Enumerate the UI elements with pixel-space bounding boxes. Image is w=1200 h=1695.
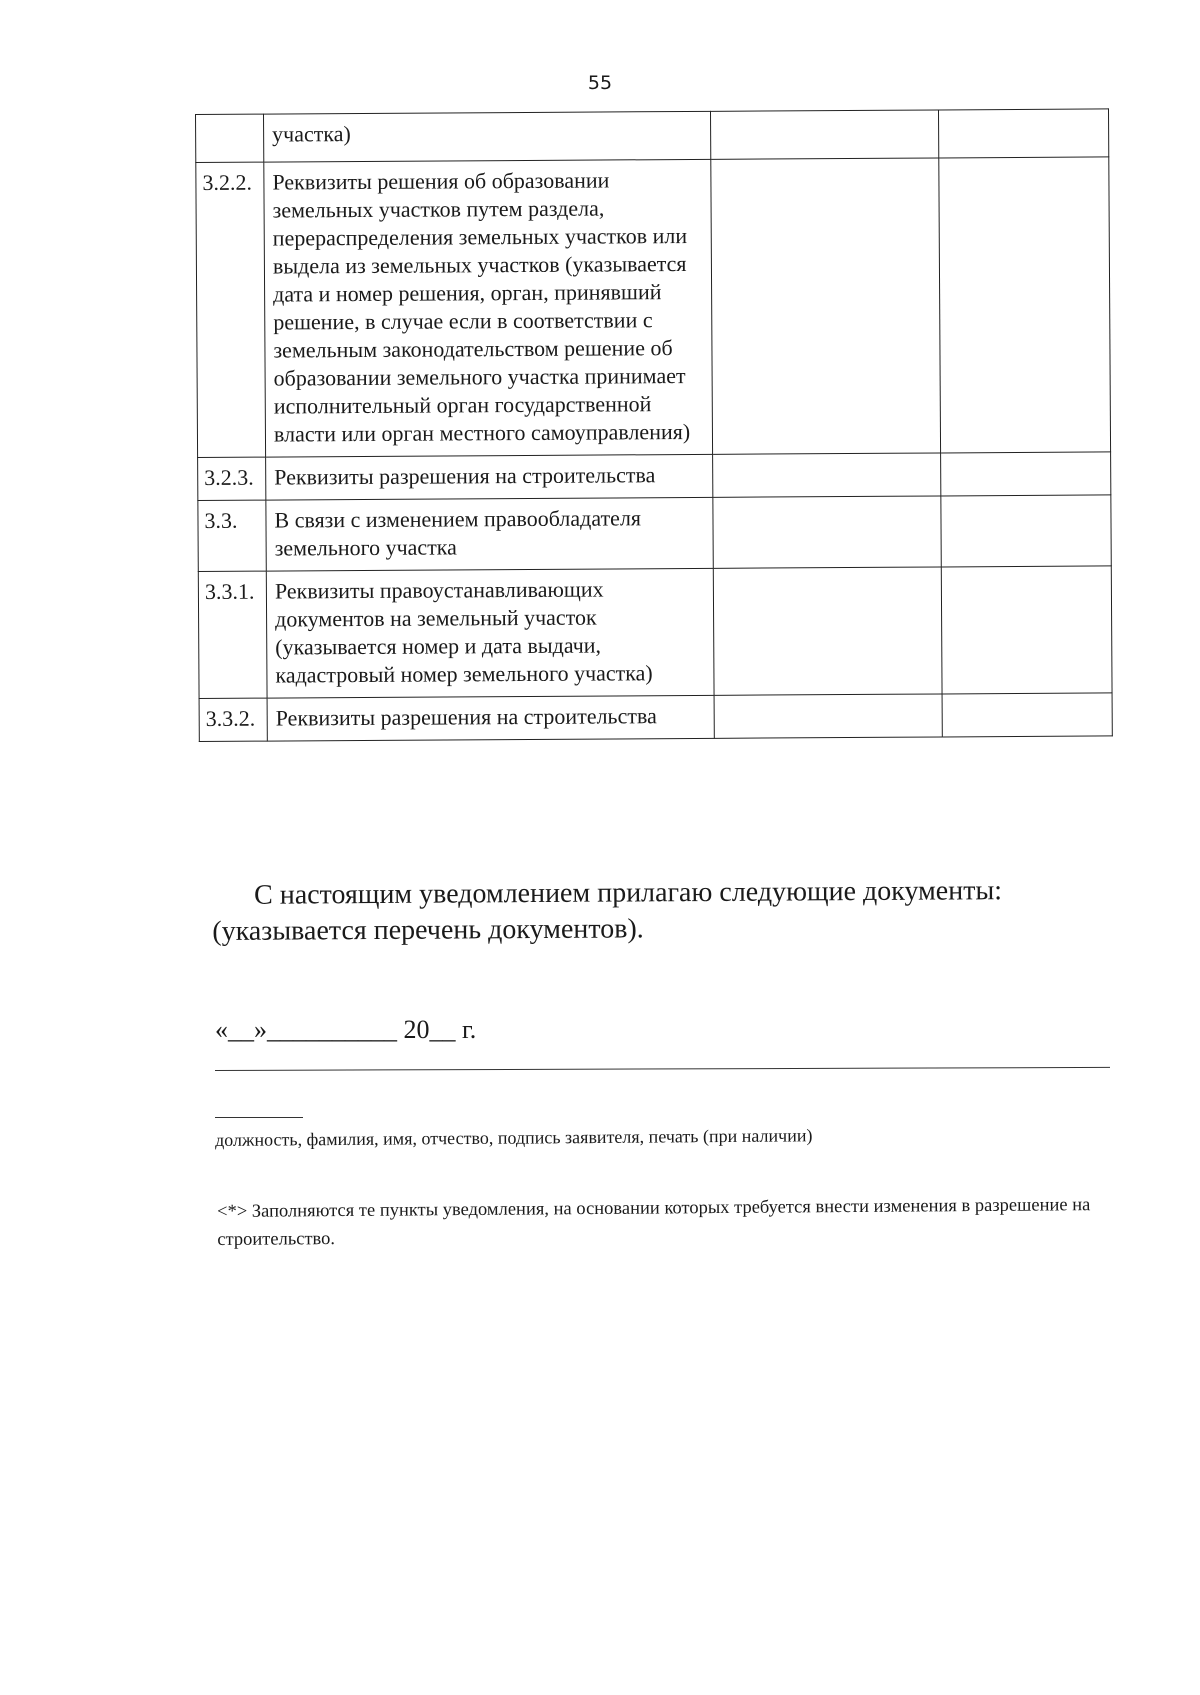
form-table: [195, 108, 1113, 742]
row-number: 3.3.1.: [198, 571, 267, 698]
row-value-cell: [713, 567, 942, 695]
attachments-intro: С настоящим уведомлением прилагаю следующие документы:: [254, 875, 1003, 911]
row-value-cell: [714, 694, 942, 738]
row-value-cell: [939, 157, 1111, 453]
row-description: В связи с изменением правообладателя земельного участка: [266, 497, 713, 571]
table-row: [198, 452, 1111, 501]
row-value-cell: [713, 453, 941, 497]
signature-caption: должность, фамилия, имя, отчество, подпись заявителя, печать (при наличии): [215, 1125, 813, 1150]
row-description: Реквизиты разрешения на строительства: [267, 695, 714, 741]
table-row: [196, 157, 1111, 458]
row-description: Реквизиты решения об образовании земельных участков путем раздела, перераспределения земельных участков или выдела из земельных участков (указывается дата и номер решения, орган, принявший решение, в случае если в соответствии с земельным законодательством решение об образовании земельного участка принимает исполнительный орган государственной власти или орган местного самоуправления): [264, 159, 713, 457]
row-value-cell: [938, 109, 1108, 158]
row-value-cell: [710, 110, 938, 159]
row-description: Реквизиты правоустанавливающих документов на земельный участок (указывается номер и дата выдачи, кадастровый номер земельного участка): [266, 568, 714, 698]
row-description: Реквизиты разрешения на строительства: [266, 454, 713, 500]
row-number: 3.2.2.: [196, 162, 266, 457]
row-number: 3.3.2.: [199, 698, 267, 741]
signature-line-continuation: [215, 1117, 303, 1118]
table-row: [198, 566, 1112, 699]
row-value-cell: [711, 158, 941, 454]
row-number: [196, 114, 264, 162]
row-number: 3.3.: [198, 500, 266, 571]
page-number: 55: [587, 72, 613, 94]
signature-line: [215, 1067, 1110, 1071]
row-value-cell: [713, 496, 941, 568]
row-value-cell: [941, 452, 1111, 496]
table-row: [199, 693, 1112, 742]
table-row: [196, 109, 1109, 163]
date-line: «__»__________ 20__ г.: [215, 1015, 477, 1044]
attachments-paragraph: [212, 873, 1112, 950]
row-description: участка): [264, 111, 711, 162]
row-value-cell: [942, 693, 1112, 737]
row-number: 3.2.3.: [198, 457, 266, 500]
row-value-cell: [941, 495, 1111, 567]
table-row: [198, 495, 1111, 572]
attachments-hint: (указывается перечень документов).: [212, 913, 644, 947]
footnote: <*> Заполняются те пункты уведомления, на основании которых требуется внести изменения в разрешение на строительство.: [217, 1195, 1091, 1250]
row-value-cell: [941, 566, 1112, 694]
